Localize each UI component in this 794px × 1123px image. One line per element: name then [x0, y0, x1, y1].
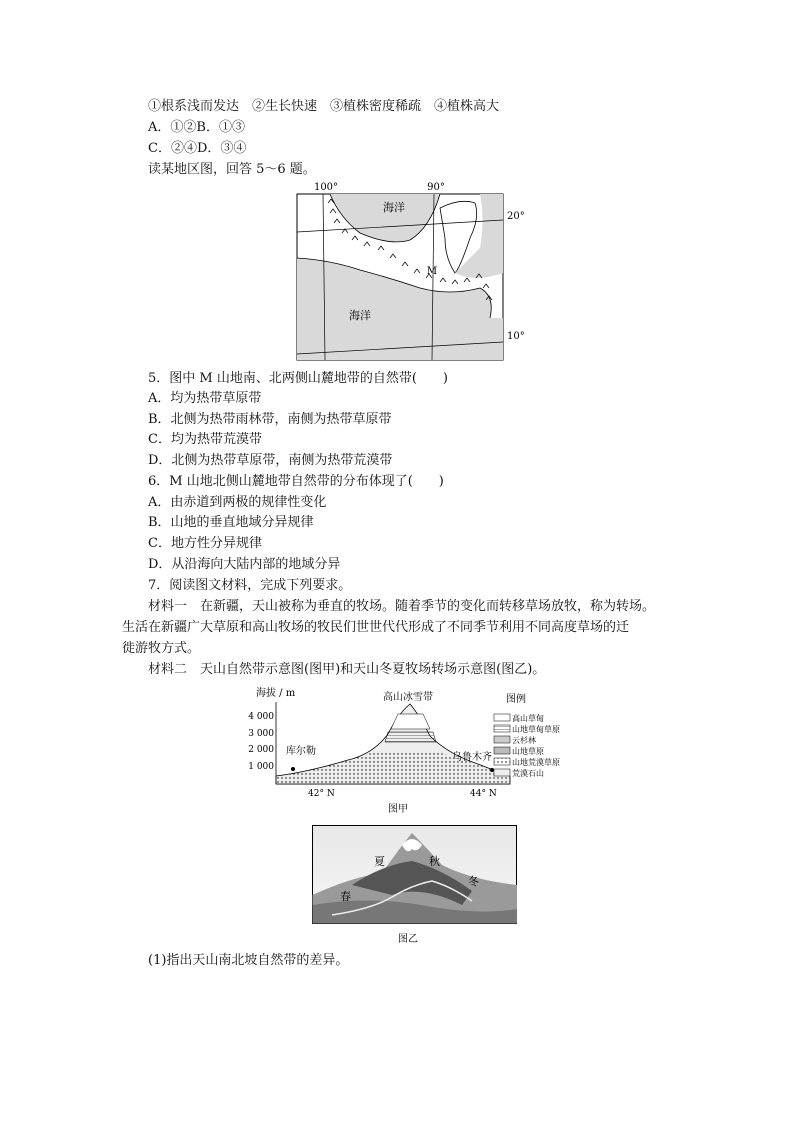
q6-option-d: D．从沿海向大陆内部的地域分异: [148, 557, 341, 572]
choice-cd: C．②④D．③④: [148, 141, 247, 156]
material-2: 材料二 天山自然带示意图(图甲)和天山冬夏牧场转场示意图(图乙)。: [148, 662, 546, 677]
y-axis-label: 海拔 / m: [256, 688, 296, 699]
left-city-label: 库尔勒: [286, 746, 316, 757]
legend-item-2: 山地草甸草原: [512, 725, 560, 734]
lat-10-label: 10°: [507, 331, 525, 342]
sea-top-label: 海洋: [383, 201, 405, 214]
ytick-3000: 3 000: [248, 729, 274, 739]
legend-item-1: 高山草甸: [512, 714, 544, 723]
choice-ab: A．①②B．①③: [148, 120, 245, 135]
autumn-label: 秋: [429, 855, 440, 868]
q6-stem: 6．M 山地北侧山麓地带自然带的分布体现了( ): [148, 474, 444, 489]
legend-item-6: 荒漠石山: [512, 769, 544, 778]
material-1-line3: 徙游牧方式。: [122, 641, 201, 656]
figure-yi: [312, 825, 518, 949]
summer-label: 夏: [374, 855, 385, 868]
ytick-4000: 4 000: [248, 712, 274, 722]
q5-option-d: D．北侧为热带草原带，南侧为热带荒漠带: [148, 453, 393, 468]
figure-jia: [248, 684, 560, 818]
q5-option-b: B．北侧为热带雨林带，南侧为热带草原带: [148, 412, 392, 427]
q6-option-a: A．由赤道到两极的规律性变化: [148, 495, 327, 510]
sea-bottom-label: 海洋: [349, 309, 371, 322]
material-1-line2: 生活在新疆广大草原和高山牧场的牧民们世世代代形成了不同季节利用不同高度草场的迁: [122, 620, 630, 635]
m-label: M: [426, 266, 438, 277]
legend-item-4: 山地草原: [512, 747, 544, 756]
q6-option-c: C．地方性分异规律: [148, 536, 262, 551]
legend-item-5: 山地荒漠草原: [512, 758, 560, 767]
region-map: [290, 178, 530, 366]
lon-100-label: 100°: [313, 182, 339, 193]
q5-stem: 5．图中 M 山地南、北两侧山麓地带的自然带( ): [148, 371, 448, 386]
options-line: ①根系浅而发达 ②生长快速 ③植株密度稀疏 ④植株高大: [148, 99, 500, 114]
x-right-label: 44° N: [470, 789, 497, 799]
q5-option-c: C．均为热带荒漠带: [148, 432, 262, 447]
q7-stem: 7．阅读图文材料，完成下列要求。: [148, 578, 352, 593]
legend-item-3: 云杉林: [512, 736, 536, 745]
winter-label: 冬: [468, 875, 479, 888]
lat-20-label: 20°: [507, 211, 525, 222]
x-left-label: 42° N: [308, 789, 335, 799]
intro-5-6: 读某地区图，回答 5～6 题。: [148, 162, 316, 177]
legend-title: 图例: [506, 694, 526, 705]
q5-option-a: A．均为热带草原带: [148, 391, 262, 406]
figure-yi-caption: 图乙: [398, 934, 418, 945]
peak-label: 高山冰雪带: [383, 692, 433, 703]
ytick-1000: 1 000: [248, 762, 274, 772]
spring-label: 春: [340, 890, 351, 903]
material-1-line1: 材料一 在新疆，天山被称为垂直的牧场。随着季节的变化而转移草场放牧，称为转场。: [148, 599, 656, 614]
q6-option-b: B．山地的垂直地域分异规律: [148, 515, 314, 530]
lon-90-label: 90°: [427, 182, 445, 193]
figure-jia-caption: 图甲: [388, 804, 408, 815]
right-city-label: 乌鲁木齐: [452, 752, 492, 763]
q7-sub1: (1)指出天山南北坡自然带的差异。: [148, 953, 349, 968]
ytick-2000: 2 000: [248, 745, 274, 755]
